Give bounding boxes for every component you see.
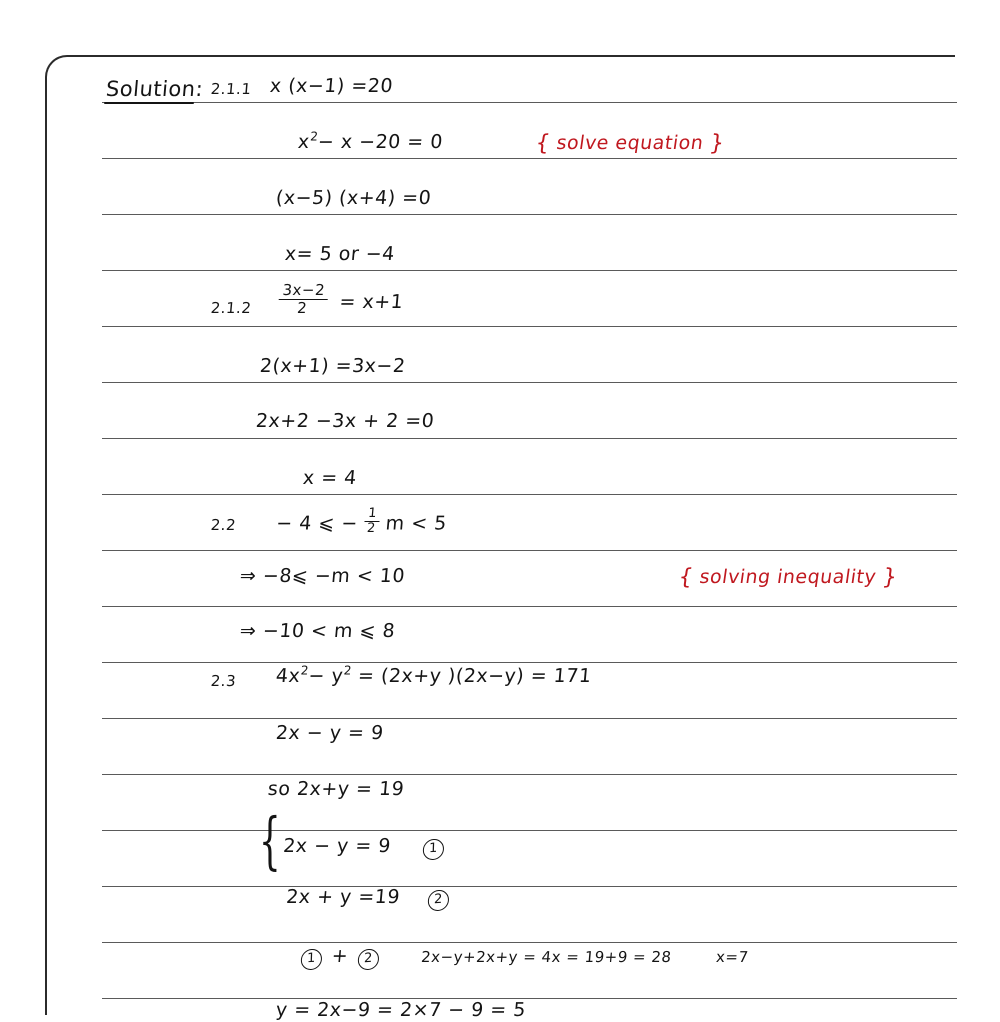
equation-23-addition: [300, 945, 750, 970]
solution-heading: Solution:: [105, 77, 205, 101]
expr-part: x: [297, 131, 311, 153]
equation-number-1-ref: 1: [301, 948, 323, 970]
item-label-212: 2.1.2: [210, 299, 253, 317]
expr-part: − y: [307, 665, 345, 687]
exponent: 2: [309, 129, 320, 144]
inequality-22-line2: ⇒ −8⩽ −m < 10: [239, 565, 406, 587]
equation-211-line1: x (x−1) =20: [269, 75, 394, 97]
inequality-22-line3: ⇒ −10 < m ⩽ 8: [239, 620, 397, 642]
system-brace: {: [259, 804, 281, 877]
fraction-denominator: 2: [277, 299, 327, 317]
brace-close: }: [880, 565, 899, 590]
equation-211-line4: x= 5 or −4: [284, 243, 396, 265]
exponent: 2: [343, 663, 353, 678]
expr-part: = x+1: [338, 290, 405, 313]
equation-23-system-2: [285, 886, 450, 911]
annotation-text: solve equation: [555, 132, 705, 154]
exponent: 2: [300, 663, 310, 678]
expr-part: − 4 ⩽ −: [275, 512, 359, 535]
fraction-numerator: 1: [367, 506, 378, 521]
notebook-page: [45, 55, 955, 1021]
expr-part: 2x−y+2x+y = 4x = 19+9 = 28: [420, 948, 673, 966]
plus-sign: +: [330, 945, 350, 967]
equation-23-line3: so 2x+y = 19: [267, 778, 406, 800]
equation-number-2: 2: [428, 889, 450, 911]
equation-23-solution-y: y = 2x−9 = 2×7 − 9 = 5: [275, 999, 527, 1021]
annotation-solve-equation: [534, 130, 726, 155]
equation-23-system-1: [282, 835, 445, 860]
equation-212-line4: x = 4: [302, 467, 358, 489]
equation-number-2-ref: 2: [357, 948, 379, 970]
solution-x: x=7: [715, 948, 750, 966]
expr-part: 4x: [275, 665, 302, 687]
expr-part: m < 5: [384, 512, 448, 535]
annotation-solving-inequality: [677, 564, 899, 589]
annotation-text: solving inequality: [698, 566, 878, 588]
fraction-denominator: 2: [363, 521, 379, 537]
expr-part: − x −20 = 0: [316, 131, 444, 153]
item-label-211: 2.1.1: [210, 80, 253, 98]
equation-23-line2: 2x − y = 9: [275, 722, 385, 744]
fraction-3x-2-over-2: [277, 283, 329, 317]
ruled-lines: [102, 57, 955, 1015]
equation-212-line1: [277, 281, 405, 319]
expr-part: 2x + y =19: [285, 886, 401, 908]
item-label-23: 2.3: [210, 672, 237, 690]
equation-23-line1: [275, 665, 592, 687]
heading-underline: [104, 102, 194, 104]
brace-close: }: [708, 131, 727, 156]
equation-212-line2: 2(x+1) =3x−2: [259, 355, 407, 377]
item-label-22: 2.2: [210, 516, 237, 534]
fraction-numerator: 3x−2: [281, 281, 326, 299]
expr-part: 2x − y = 9: [282, 835, 392, 857]
fraction-one-half: [363, 507, 380, 537]
expr-part: = (2x+y )(2x−y) = 171: [350, 665, 593, 687]
equation-number-1: 1: [423, 838, 445, 860]
equation-212-line3: 2x+2 −3x + 2 =0: [255, 410, 436, 432]
equation-211-line3: (x−5) (x+4) =0: [275, 187, 433, 209]
brace-open: {: [676, 565, 695, 590]
brace-open: {: [533, 131, 552, 156]
equation-211-line2: [297, 131, 444, 153]
inequality-22-line1: [275, 506, 448, 539]
